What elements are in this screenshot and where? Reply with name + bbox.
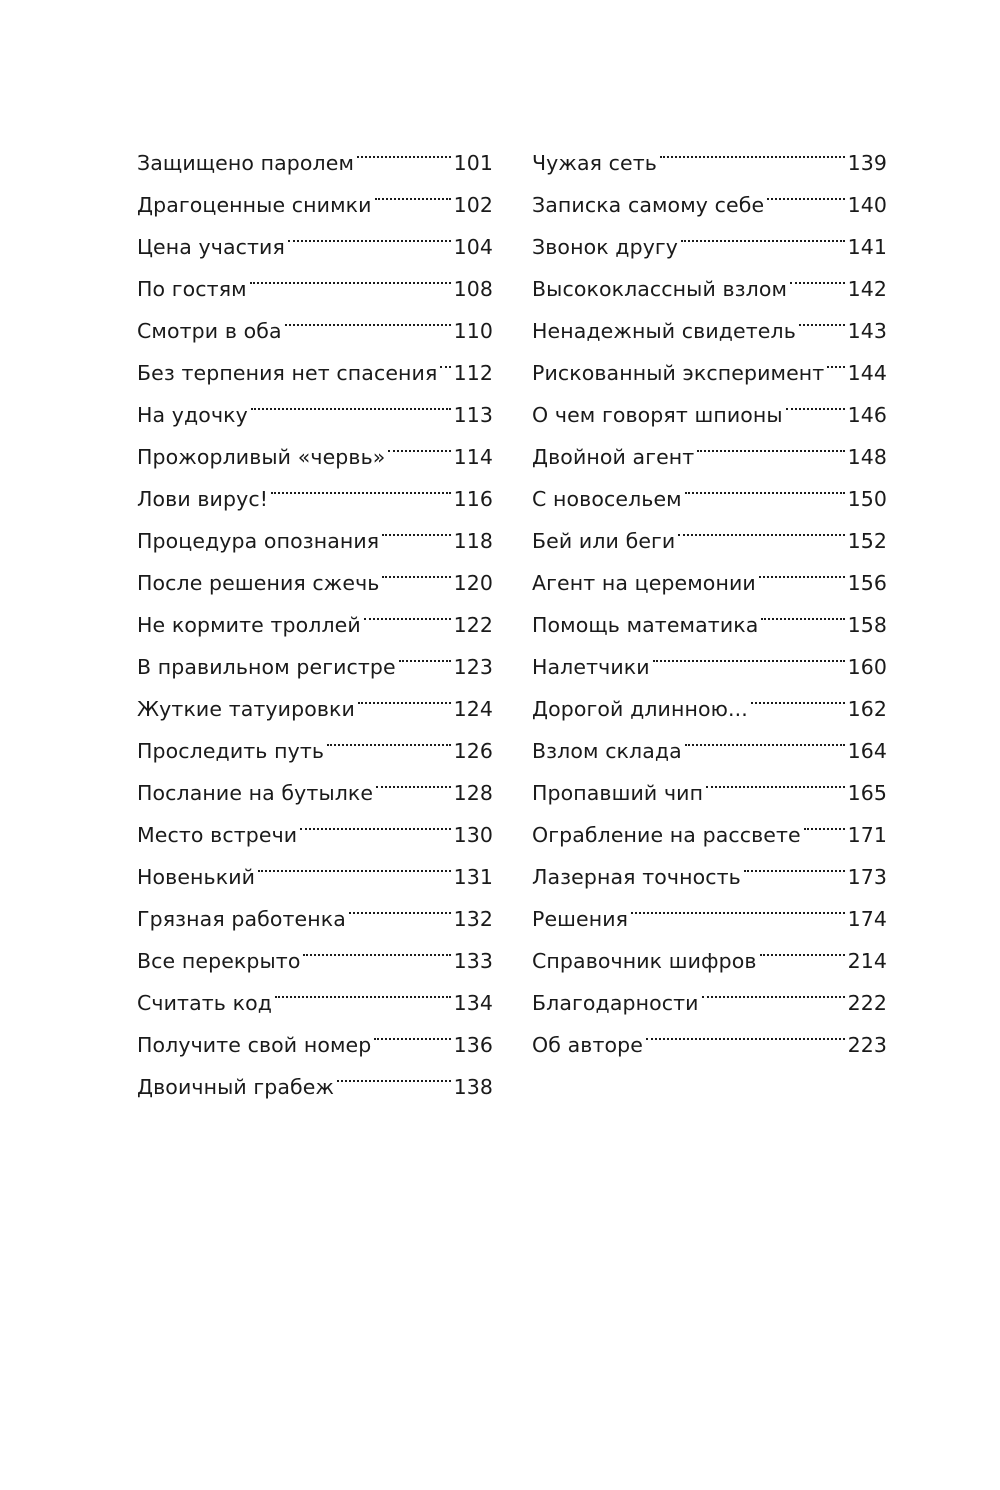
toc-entry-title: Дорогой длинною... (532, 697, 748, 721)
dot-leader (372, 170, 454, 212)
toc-entry-title: О чем говорят шпионы (532, 403, 783, 427)
dot-leader (758, 590, 847, 632)
toc-entry-page-number: 174 (847, 907, 887, 931)
toc-entry-page-number: 158 (847, 613, 887, 637)
toc-right-column (532, 128, 887, 1057)
toc-entry-title: Решения (532, 907, 629, 931)
toc-entry-title: Послание на бутылке (137, 781, 374, 805)
toc-entry-page-number: 126 (453, 739, 493, 763)
dot-leader (379, 548, 453, 590)
toc-entry-page-number: 143 (847, 319, 887, 343)
toc-entry-title: Считать код (137, 991, 272, 1015)
toc-entry-page-number: 101 (453, 151, 493, 175)
dot-leader (361, 590, 454, 632)
toc-entry-page-number: 140 (847, 193, 887, 217)
toc-entry-page-number: 214 (847, 949, 887, 973)
toc-entry-title: Двойной агент (532, 445, 695, 469)
dot-leader (248, 380, 454, 422)
toc-entry-page-number: 122 (453, 613, 493, 637)
toc-entry-title: Высококлассный взлом (532, 277, 788, 301)
dot-leader (756, 548, 848, 590)
toc-entry-page-number: 131 (453, 865, 493, 889)
toc-entry-page-number: 108 (453, 277, 493, 301)
toc-entry-page-number: 123 (453, 655, 493, 679)
toc-entry-page-number: 112 (453, 361, 493, 385)
toc-entry-page-number: 136 (453, 1033, 493, 1057)
toc-entry-title: Чужая сеть (532, 151, 657, 175)
dot-leader (346, 884, 454, 926)
toc-entry-page-number: 162 (847, 697, 887, 721)
dot-leader (748, 674, 848, 716)
dot-leader (334, 1052, 453, 1094)
toc-entry-page-number: 141 (847, 235, 887, 259)
toc-entry-page-number: 134 (453, 991, 493, 1015)
toc-entry-title: Справочник шифров (532, 949, 757, 973)
dot-leader (285, 212, 454, 254)
toc-entry-title: Проследить путь (137, 739, 325, 763)
dot-leader (324, 716, 454, 758)
dot-leader (699, 968, 848, 1010)
dot-leader (643, 1010, 848, 1052)
dot-leader (801, 800, 848, 842)
dot-leader (247, 254, 454, 296)
dot-leader (741, 842, 848, 884)
dot-leader (628, 884, 847, 926)
toc-entry-title: Прожорливый «червь» (137, 445, 386, 469)
toc-entry-page-number: 102 (453, 193, 493, 217)
toc-entry-page-number: 133 (453, 949, 493, 973)
toc-entry-page-number: 138 (453, 1075, 493, 1099)
toc-entry-title: Защищено паролем (137, 151, 355, 175)
toc-entry-page-number: 156 (847, 571, 887, 595)
dot-leader (297, 800, 453, 842)
toc-entry-page-number: 113 (453, 403, 493, 427)
dot-leader (694, 422, 847, 464)
toc-entry-page-number: 173 (847, 865, 887, 889)
dot-leader (272, 968, 454, 1010)
dot-leader (764, 170, 847, 212)
dot-leader (675, 506, 847, 548)
toc-entry-title: Все перекрыто (137, 949, 301, 973)
toc-entry-title: Благодарности (532, 991, 699, 1015)
toc-entry-title: Место встречи (137, 823, 298, 847)
toc-entry-page-number: 150 (847, 487, 887, 511)
dot-leader (682, 716, 848, 758)
toc-entry-page-number: 142 (847, 277, 887, 301)
dot-leader (385, 422, 453, 464)
dot-leader (682, 464, 848, 506)
toc-entry-title: Лазерная точность (532, 865, 741, 889)
dot-leader (787, 254, 847, 296)
toc-entry-page-number: 139 (847, 151, 887, 175)
toc-entry-page-number: 118 (453, 529, 493, 553)
toc-entry-page-number: 132 (453, 907, 493, 931)
toc-entry-page-number: 110 (453, 319, 493, 343)
toc-entry-page-number: 144 (847, 361, 887, 385)
toc-entry-title: Жуткие татуировки (137, 697, 355, 721)
dot-leader (354, 128, 454, 170)
dot-leader (355, 674, 454, 716)
toc-entry-page-number: 130 (453, 823, 493, 847)
toc-entry-page-number: 120 (453, 571, 493, 595)
toc-entry-page-number: 160 (847, 655, 887, 679)
toc-entry-title: Пропавший чип (532, 781, 704, 805)
dot-leader (824, 338, 847, 380)
toc-entry[interactable] (137, 128, 493, 175)
toc-entry-page-number: 165 (847, 781, 887, 805)
dot-leader (650, 632, 848, 674)
toc-entry-page-number: 152 (847, 529, 887, 553)
toc-entry-page-number: 146 (847, 403, 887, 427)
dot-leader (282, 296, 454, 338)
toc-entry-page-number: 164 (847, 739, 887, 763)
toc-entry-title: Цена участия (137, 235, 285, 259)
toc-entry-title: Бей или беги (532, 529, 676, 553)
toc-entry-title: Получите свой номер (137, 1033, 372, 1057)
toc-entry-title: Звонок другу (532, 235, 679, 259)
toc-entry-title: Процедура опознания (137, 529, 380, 553)
toc-entry-title: Помощь математика (532, 613, 759, 637)
toc-entry-page-number: 114 (453, 445, 493, 469)
toc-entry-title: Налетчики (532, 655, 650, 679)
toc-entry-title: В правильном регистре (137, 655, 396, 679)
toc-entry-title: С новосельем (532, 487, 682, 511)
toc-entry-title: Двоичный грабеж (137, 1075, 335, 1099)
toc-entry-page-number: 128 (453, 781, 493, 805)
toc-entry-page-number: 171 (847, 823, 887, 847)
toc-entry-title: Взлом склада (532, 739, 682, 763)
toc-entry-title: По гостям (137, 277, 247, 301)
toc-entry-title: Грязная работенка (137, 907, 346, 931)
dot-leader (373, 758, 453, 800)
toc-entry-title: Рискованный эксперимент (532, 361, 825, 385)
toc-entry-title: Новенький (137, 865, 256, 889)
toc-entry-title: Записка самому себе (532, 193, 765, 217)
dot-leader (255, 842, 453, 884)
toc-entry-page-number: 223 (847, 1033, 887, 1057)
toc-entry-page-number: 222 (847, 991, 887, 1015)
dot-leader (396, 632, 454, 674)
toc-entry-title: Ограбление на рассвете (532, 823, 801, 847)
toc-entry[interactable] (532, 128, 887, 175)
toc-left-column (137, 128, 493, 1099)
toc-entry-page-number: 104 (453, 235, 493, 259)
dot-leader (783, 380, 848, 422)
dot-leader (657, 128, 848, 170)
dot-leader (268, 464, 454, 506)
toc-entry-title: Не кормите троллей (137, 613, 361, 637)
toc-entry-title: Лови вирус! (137, 487, 269, 511)
dot-leader (796, 296, 848, 338)
toc-entry-title: Об авторе (532, 1033, 643, 1057)
toc-entry-title: Без терпения нет спасения (137, 361, 438, 385)
toc-entry-page-number: 116 (453, 487, 493, 511)
toc-entry-title: После решения сжечь (137, 571, 380, 595)
toc-entry-title: Агент на церемонии (532, 571, 756, 595)
toc-entry-title: Смотри в оба (137, 319, 282, 343)
toc-entry-title: Драгоценные снимки (137, 193, 372, 217)
toc-entry-page-number: 148 (847, 445, 887, 469)
dot-leader (703, 758, 847, 800)
dot-leader (437, 338, 453, 380)
dot-leader (678, 212, 848, 254)
toc-entry-title: Ненадежный свидетель (532, 319, 796, 343)
toc-entry-title: На удочку (137, 403, 248, 427)
dot-leader (379, 506, 453, 548)
dot-leader (300, 926, 453, 968)
toc-entry-page-number: 124 (453, 697, 493, 721)
dot-leader (371, 1010, 453, 1052)
dot-leader (757, 926, 848, 968)
